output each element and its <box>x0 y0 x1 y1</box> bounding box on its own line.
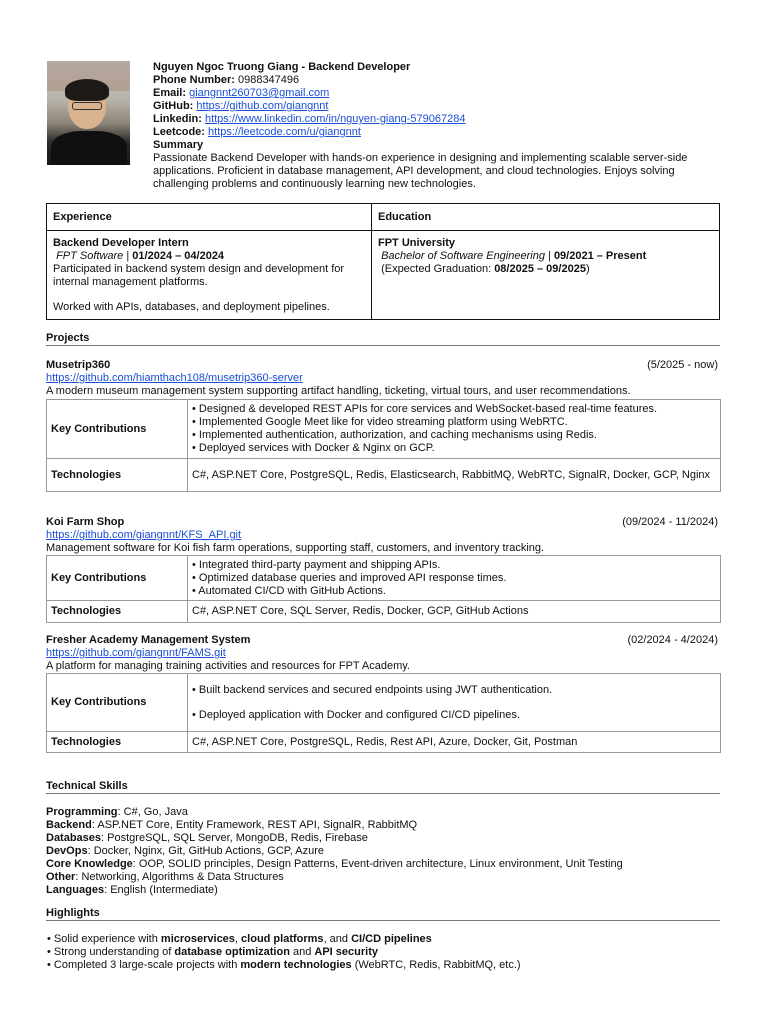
highlights-list <box>47 933 727 972</box>
highlight-item: • Solid experience with microservices, cloud platforms, and CI/CD pipelines <box>47 933 432 945</box>
skill-row: Programming: C#, Go, Java <box>46 806 188 818</box>
skill-row: Languages: English (Intermediate) <box>46 884 218 896</box>
technologies-value: C#, ASP.NET Core, PostgreSQL, Redis, Elasticsearch, RabbitMQ, WebRTC, SignalR, Docker, GCP, Nginx <box>188 459 721 492</box>
contribution-item: • Optimized database queries and improved API response times. <box>192 571 507 584</box>
skill-row: Backend: ASP.NET Core, Entity Framework, REST API, SignalR, RabbitMQ <box>46 819 418 831</box>
experience-cell: Backend Developer Intern FPT Software | 01/2024 – 04/2024 Participated in backend system design and development for internal management platforms. Worked with APIs, databases, and deployment pipelines. <box>47 231 372 320</box>
contribution-item: • Built backend services and secured endpoints using JWT authentication. <box>192 683 553 696</box>
highlight-item: • Strong understanding of database optimization and API security <box>47 946 378 958</box>
key-contributions-label: Key Contributions <box>47 674 188 732</box>
technologies-label: Technologies <box>47 459 188 492</box>
project-table <box>46 555 721 623</box>
project-table <box>46 399 721 492</box>
profile-photo <box>47 61 130 165</box>
key-contributions-label: Key Contributions <box>47 556 188 601</box>
project-name: Fresher Academy Management System <box>46 634 251 646</box>
technologies-label: Technologies <box>47 601 188 623</box>
contact-header: Nguyen Ngoc Truong Giang - Backend Developer Phone Number: 0988347496 Email: giangnnt260703@gmail.com GitHub: https://github.com/giangnnt Linkedin: https://www.linkedin.com/in/nguyen-giang-579067284 Leetcode: https://leetcode.com/u/giangnnt Summary Passionate Backend Developer with hands-on experience in designing and implementing scalable server-side applications. Proficient in database management, API development, and cloud technologies. Enjoys solving challenging problems and continuously learning new technologies. <box>153 61 723 191</box>
technologies-value: C#, ASP.NET Core, SQL Server, Redis, Docker, GCP, GitHub Actions <box>188 601 721 623</box>
project-desc: Management software for Koi fish farm operations, supporting staff, customers, and inventory tracking. <box>46 542 545 554</box>
contribution-item: • Designed & developed REST APIs for core services and WebSocket-based real-time features. <box>192 403 658 415</box>
skills-heading: Technical Skills <box>46 780 720 794</box>
skill-row: DevOps: Docker, Nginx, Git, GitHub Actions, GCP, Azure <box>46 845 324 857</box>
project-date: (02/2024 - 4/2024) <box>627 634 718 646</box>
skill-row: Other: Networking, Algorithms & Data Structures <box>46 871 284 883</box>
leetcode-link[interactable]: https://leetcode.com/u/giangnnt <box>208 126 361 138</box>
education-dates: 09/2021 – Present <box>553 250 647 262</box>
education-degree: Bachelor of Software Engineering <box>381 250 545 262</box>
project-desc: A modern museum management system supporting artifact handling, ticketing, virtual tours, and user recommendations. <box>46 385 631 397</box>
linkedin-link[interactable]: https://www.linkedin.com/in/nguyen-giang-579067284 <box>204 113 466 125</box>
expected-graduation: 08/2025 – 09/2025 <box>494 263 586 275</box>
project-name: Musetrip360 <box>46 359 111 371</box>
project-header <box>46 516 718 555</box>
highlights-heading: Highlights <box>46 907 720 921</box>
experience-heading: Experience <box>47 204 372 231</box>
experience-education-table <box>46 203 720 320</box>
technologies-label: Technologies <box>47 732 188 753</box>
experience-company: FPT Software <box>56 250 124 262</box>
education-heading: Education <box>372 204 720 231</box>
project-header <box>46 359 718 398</box>
projects-heading: Projects <box>46 332 720 346</box>
project-table <box>46 673 721 753</box>
experience-desc-1: Participated in backend system design and development for internal management platforms. <box>53 263 345 288</box>
key-contributions-label: Key Contributions <box>47 400 188 459</box>
skills-list <box>46 806 726 897</box>
project-header <box>46 634 718 673</box>
project-link[interactable]: https://github.com/hiamthach108/musetrip360-server <box>46 372 303 384</box>
project-name: Koi Farm Shop <box>46 516 125 528</box>
email-link[interactable]: giangnnt260703@gmail.com <box>189 87 330 99</box>
contribution-item: • Implemented authentication, authorization, and caching mechanisms using Redis. <box>192 429 597 441</box>
summary-text: Passionate Backend Developer with hands-on experience in designing and implementing scalable server-side applications. Proficient in database management, API development, and cloud technologies. Enjoys solving challenging problems and continuously learning new technologies. <box>153 152 688 190</box>
contribution-item: • Implemented Google Meet like for video streaming platform using WebRTC. <box>192 416 568 428</box>
project-date: (5/2025 - now) <box>647 359 718 371</box>
skill-row: Databases: PostgreSQL, SQL Server, MongoDB, Redis, Firebase <box>46 832 368 844</box>
experience-role: Backend Developer Intern <box>53 237 189 249</box>
project-link[interactable]: https://github.com/giangnnt/KFS_API.git <box>46 529 242 541</box>
contribution-item: • Automated CI/CD with GitHub Actions. <box>192 584 386 597</box>
education-school: FPT University <box>378 237 456 249</box>
experience-desc-2: Worked with APIs, databases, and deployment pipelines. <box>53 301 330 313</box>
skill-row: Core Knowledge: OOP, SOLID principles, Design Patterns, Event-driven architecture, Linux environment, Unit Testing <box>46 858 623 870</box>
summary-heading: Summary <box>153 139 204 151</box>
project-link[interactable]: https://github.com/giangnnt/FAMS.git <box>46 647 226 659</box>
phone-number: 0988347496 <box>237 74 300 86</box>
github-link[interactable]: https://github.com/giangnnt <box>196 100 329 112</box>
education-cell: FPT University Bachelor of Software Engineering | 09/2021 – Present (Expected Graduation: 08/2025 – 09/2025) <box>372 231 720 320</box>
technologies-value: C#, ASP.NET Core, PostgreSQL, Redis, Rest API, Azure, Docker, Git, Postman <box>188 732 721 753</box>
highlight-item: • Completed 3 large-scale projects with modern technologies (WebRTC, Redis, RabbitMQ, etc.) <box>47 959 521 971</box>
contribution-item: • Integrated third-party payment and shipping APIs. <box>192 558 441 571</box>
contribution-item: • Deployed application with Docker and configured CI/CD pipelines. <box>192 708 520 721</box>
project-date: (09/2024 - 11/2024) <box>622 516 718 528</box>
experience-dates: 01/2024 – 04/2024 <box>132 250 225 262</box>
project-desc: A platform for managing training activities and resources for FPT Academy. <box>46 660 410 672</box>
contribution-item: • Deployed services with Docker & Nginx on GCP. <box>192 442 435 454</box>
name-title: Nguyen Ngoc Truong Giang - Backend Developer <box>153 61 411 73</box>
